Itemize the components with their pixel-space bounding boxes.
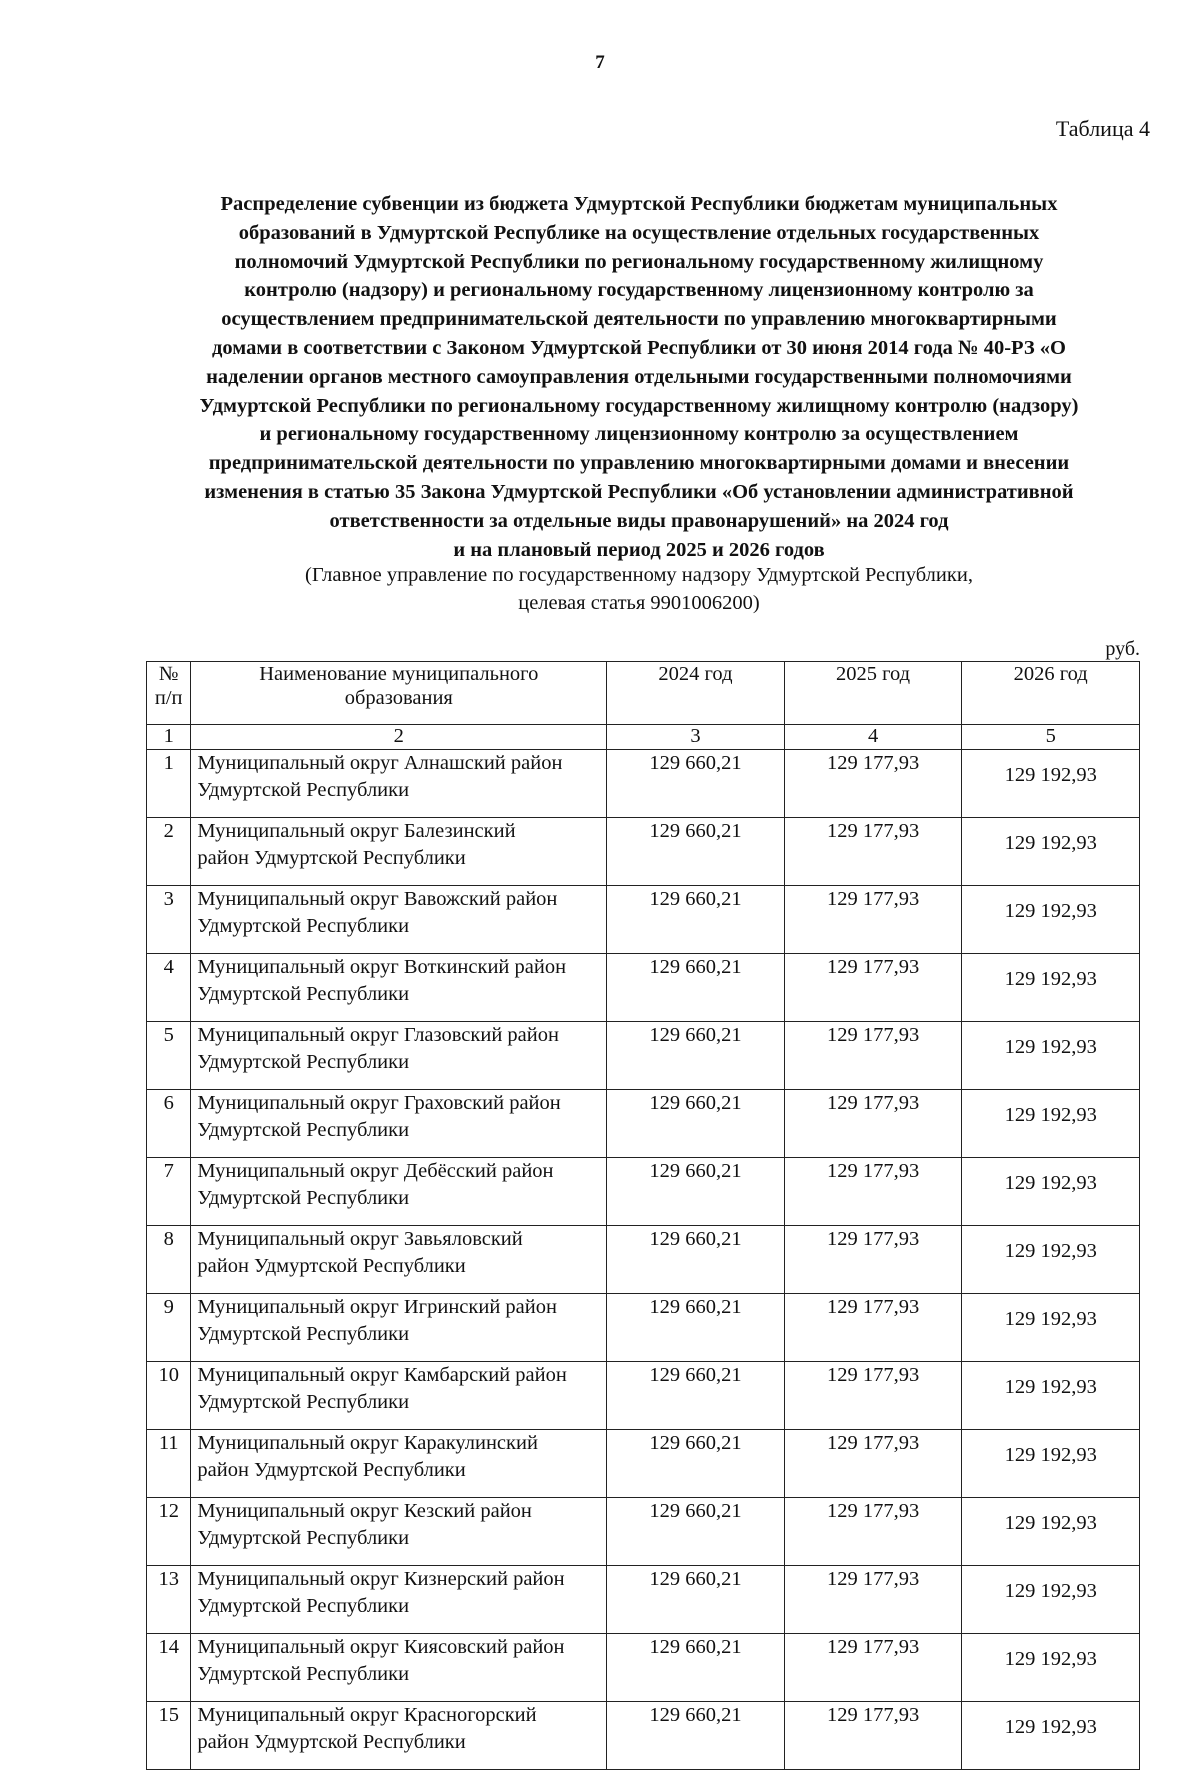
municipality-name-line1: Муниципальный округ Воткинский район: [197, 956, 567, 978]
header-2024: 2024 год: [607, 662, 785, 725]
value-2024: 129 660,21: [607, 1362, 785, 1430]
municipality-name-line2: Удмуртской Республики: [197, 1527, 410, 1549]
value-2026: 129 192,93: [962, 1566, 1140, 1634]
table-row: [147, 1158, 1140, 1226]
value-2025: 129 177,93: [784, 1226, 962, 1294]
table-row: [147, 954, 1140, 1022]
municipality-name-line1: Муниципальный округ Кизнерский район: [197, 1568, 565, 1590]
municipality-name: [191, 1022, 607, 1090]
municipality-name-line1: Муниципальный округ Кезский район: [197, 1500, 532, 1522]
title-line: изменения в статью 35 Закона Удмуртской Республики «Об установлении административной: [204, 480, 1074, 503]
table-row: [147, 1566, 1140, 1634]
value-2026: 129 192,93: [962, 1022, 1140, 1090]
municipality-name: [191, 1294, 607, 1362]
table-row: [147, 1634, 1140, 1702]
header-name-line1: Наименование муниципального: [259, 663, 539, 685]
municipality-name: [191, 1430, 607, 1498]
document-title: [148, 190, 1130, 564]
value-2024: 129 660,21: [607, 954, 785, 1022]
table-row: [147, 750, 1140, 818]
header-number-line2: п/п: [154, 687, 183, 709]
allocation-table: [146, 661, 1140, 1770]
table-row: [147, 1022, 1140, 1090]
header-number: [147, 662, 191, 725]
municipality-name: [191, 1362, 607, 1430]
municipality-name-line1: Муниципальный округ Камбарский район: [197, 1364, 567, 1386]
title-line: ответственности за отдельные виды правонарушений» на 2024 год: [329, 509, 949, 532]
value-2026: 129 192,93: [962, 818, 1140, 886]
municipality-name: [191, 1634, 607, 1702]
value-2025: 129 177,93: [784, 1158, 962, 1226]
municipality-name-line2: Удмуртской Республики: [197, 1595, 410, 1617]
table-row: [147, 1226, 1140, 1294]
municipality-name-line1: Муниципальный округ Балезинский: [197, 820, 516, 842]
value-2024: 129 660,21: [607, 886, 785, 954]
table-row: [147, 1362, 1140, 1430]
header-2026: 2026 год: [962, 662, 1140, 725]
municipality-name: [191, 954, 607, 1022]
header-2025: 2025 год: [784, 662, 962, 725]
column-index: 2: [191, 725, 607, 750]
value-2024: 129 660,21: [607, 1634, 785, 1702]
title-line: Распределение субвенции из бюджета Удмуртской Республики бюджетам муниципальных: [220, 193, 1058, 215]
municipality-name: [191, 1226, 607, 1294]
document-subtitle: [148, 561, 1130, 617]
header-name-line2: образования: [344, 687, 453, 709]
value-2026: 129 192,93: [962, 1702, 1140, 1770]
municipality-name-line1: Муниципальный округ Граховский район: [197, 1092, 561, 1114]
value-2026: 129 192,93: [962, 1498, 1140, 1566]
row-number: 13: [147, 1566, 191, 1634]
value-2024: 129 660,21: [607, 1702, 785, 1770]
title-line: полномочий Удмуртской Республики по региональному государственному жилищному: [234, 250, 1044, 273]
table-header-row: [147, 662, 1140, 725]
value-2025: 129 177,93: [784, 1090, 962, 1158]
municipality-name: [191, 1090, 607, 1158]
table-row: [147, 818, 1140, 886]
table-body: [147, 750, 1140, 1770]
value-2026: 129 192,93: [962, 1294, 1140, 1362]
value-2024: 129 660,21: [607, 818, 785, 886]
table-row: [147, 1294, 1140, 1362]
row-number: 1: [147, 750, 191, 818]
column-index: 1: [147, 725, 191, 750]
title-line: наделении органов местного самоуправления отдельными государственными полномочиями: [206, 365, 1072, 388]
column-index-row: [147, 725, 1140, 750]
municipality-name: [191, 1702, 607, 1770]
table-row: [147, 886, 1140, 954]
value-2026: 129 192,93: [962, 1634, 1140, 1702]
row-number: 3: [147, 886, 191, 954]
municipality-name: [191, 818, 607, 886]
municipality-name-line2: Удмуртской Республики: [197, 915, 410, 937]
municipality-name-line2: район Удмуртской Республики: [197, 1459, 466, 1481]
municipality-name-line1: Муниципальный округ Вавожский район: [197, 888, 558, 910]
value-2026: 129 192,93: [962, 886, 1140, 954]
municipality-name-line2: Удмуртской Республики: [197, 1663, 410, 1685]
row-number: 11: [147, 1430, 191, 1498]
value-2026: 129 192,93: [962, 1090, 1140, 1158]
header-name: [191, 662, 607, 725]
header-number-line1: №: [158, 663, 179, 685]
row-number: 12: [147, 1498, 191, 1566]
value-2024: 129 660,21: [607, 750, 785, 818]
value-2024: 129 660,21: [607, 1022, 785, 1090]
municipality-name-line1: Муниципальный округ Алнашский район: [197, 752, 563, 774]
row-number: 10: [147, 1362, 191, 1430]
title-line: домами в соответствии с Законом Удмуртской Республики от 30 июня 2014 года № 40-РЗ «О: [212, 336, 1066, 359]
table-row: [147, 1702, 1140, 1770]
municipality-name-line1: Муниципальный округ Дебёсский район: [197, 1160, 554, 1182]
title-line: контролю (надзору) и региональному государственному лицензионному контролю за: [244, 279, 1034, 302]
table-row: [147, 1498, 1140, 1566]
municipality-name-line1: Муниципальный округ Глазовский район: [197, 1024, 559, 1046]
value-2025: 129 177,93: [784, 1566, 962, 1634]
row-number: 6: [147, 1090, 191, 1158]
value-2026: 129 192,93: [962, 750, 1140, 818]
value-2025: 129 177,93: [784, 886, 962, 954]
municipality-name-line2: Удмуртской Республики: [197, 779, 410, 801]
municipality-name-line1: Муниципальный округ Каракулинский: [197, 1432, 538, 1454]
title-line: образований в Удмуртской Республике на осуществление отдельных государственных: [238, 221, 1040, 244]
municipality-name-line1: Муниципальный округ Игринский район: [197, 1296, 557, 1318]
municipality-name-line1: Муниципальный округ Красногорский: [197, 1704, 537, 1726]
row-number: 8: [147, 1226, 191, 1294]
value-2026: 129 192,93: [962, 1362, 1140, 1430]
currency-unit-label: руб.: [1105, 638, 1140, 660]
row-number: 14: [147, 1634, 191, 1702]
municipality-name-line2: район Удмуртской Республики: [197, 847, 466, 869]
municipality-name-line2: район Удмуртской Республики: [197, 1255, 466, 1277]
row-number: 4: [147, 954, 191, 1022]
value-2025: 129 177,93: [784, 1022, 962, 1090]
value-2025: 129 177,93: [784, 818, 962, 886]
municipality-name-line2: район Удмуртской Республики: [197, 1731, 466, 1753]
value-2026: 129 192,93: [962, 1430, 1140, 1498]
value-2026: 129 192,93: [962, 954, 1140, 1022]
value-2025: 129 177,93: [784, 1498, 962, 1566]
municipality-name: [191, 750, 607, 818]
row-number: 5: [147, 1022, 191, 1090]
title-line: осуществлением предпринимательской деятельности по управлению многоквартирными: [221, 308, 1057, 331]
subtitle-line: целевая статья 9901006200): [518, 592, 760, 614]
value-2025: 129 177,93: [784, 1634, 962, 1702]
municipality-name-line1: Муниципальный округ Завьяловский: [197, 1228, 523, 1250]
row-number: 7: [147, 1158, 191, 1226]
value-2025: 129 177,93: [784, 750, 962, 818]
row-number: 9: [147, 1294, 191, 1362]
value-2026: 129 192,93: [962, 1158, 1140, 1226]
municipality-name-line2: Удмуртской Республики: [197, 983, 410, 1005]
value-2024: 129 660,21: [607, 1294, 785, 1362]
value-2024: 129 660,21: [607, 1158, 785, 1226]
value-2026: 129 192,93: [962, 1226, 1140, 1294]
municipality-name-line2: Удмуртской Республики: [197, 1391, 410, 1413]
value-2025: 129 177,93: [784, 954, 962, 1022]
column-index: 5: [962, 725, 1140, 750]
column-index: 3: [607, 725, 785, 750]
municipality-name-line2: Удмуртской Республики: [197, 1051, 410, 1073]
value-2024: 129 660,21: [607, 1566, 785, 1634]
municipality-name: [191, 1498, 607, 1566]
title-line: предпринимательской деятельности по управлению многоквартирными домами и внесении: [208, 452, 1070, 475]
row-number: 2: [147, 818, 191, 886]
municipality-name-line2: Удмуртской Республики: [197, 1187, 410, 1209]
municipality-name-line2: Удмуртской Республики: [197, 1323, 410, 1345]
value-2025: 129 177,93: [784, 1294, 962, 1362]
value-2025: 129 177,93: [784, 1430, 962, 1498]
title-line: и региональному государственному лицензионному контролю за осуществлением: [259, 423, 1019, 446]
value-2024: 129 660,21: [607, 1090, 785, 1158]
municipality-name: [191, 1566, 607, 1634]
table-row: [147, 1430, 1140, 1498]
municipality-name-line2: Удмуртской Республики: [197, 1119, 410, 1141]
value-2024: 129 660,21: [607, 1498, 785, 1566]
column-index: 4: [784, 725, 962, 750]
subtitle-line: (Главное управление по государственному надзору Удмуртской Республики,: [305, 564, 973, 586]
value-2025: 129 177,93: [784, 1362, 962, 1430]
value-2024: 129 660,21: [607, 1226, 785, 1294]
title-line: Удмуртской Республики по региональному государственному жилищному контролю (надзору): [199, 394, 1079, 417]
value-2024: 129 660,21: [607, 1430, 785, 1498]
page-number: 7: [595, 52, 605, 73]
title-line: и на плановый период 2025 и 2026 годов: [453, 538, 825, 561]
municipality-name: [191, 886, 607, 954]
value-2025: 129 177,93: [784, 1702, 962, 1770]
table-label: Таблица 4: [1055, 116, 1150, 141]
row-number: 15: [147, 1702, 191, 1770]
municipality-name-line1: Муниципальный округ Киясовский район: [197, 1636, 565, 1658]
municipality-name: [191, 1158, 607, 1226]
table-row: [147, 1090, 1140, 1158]
